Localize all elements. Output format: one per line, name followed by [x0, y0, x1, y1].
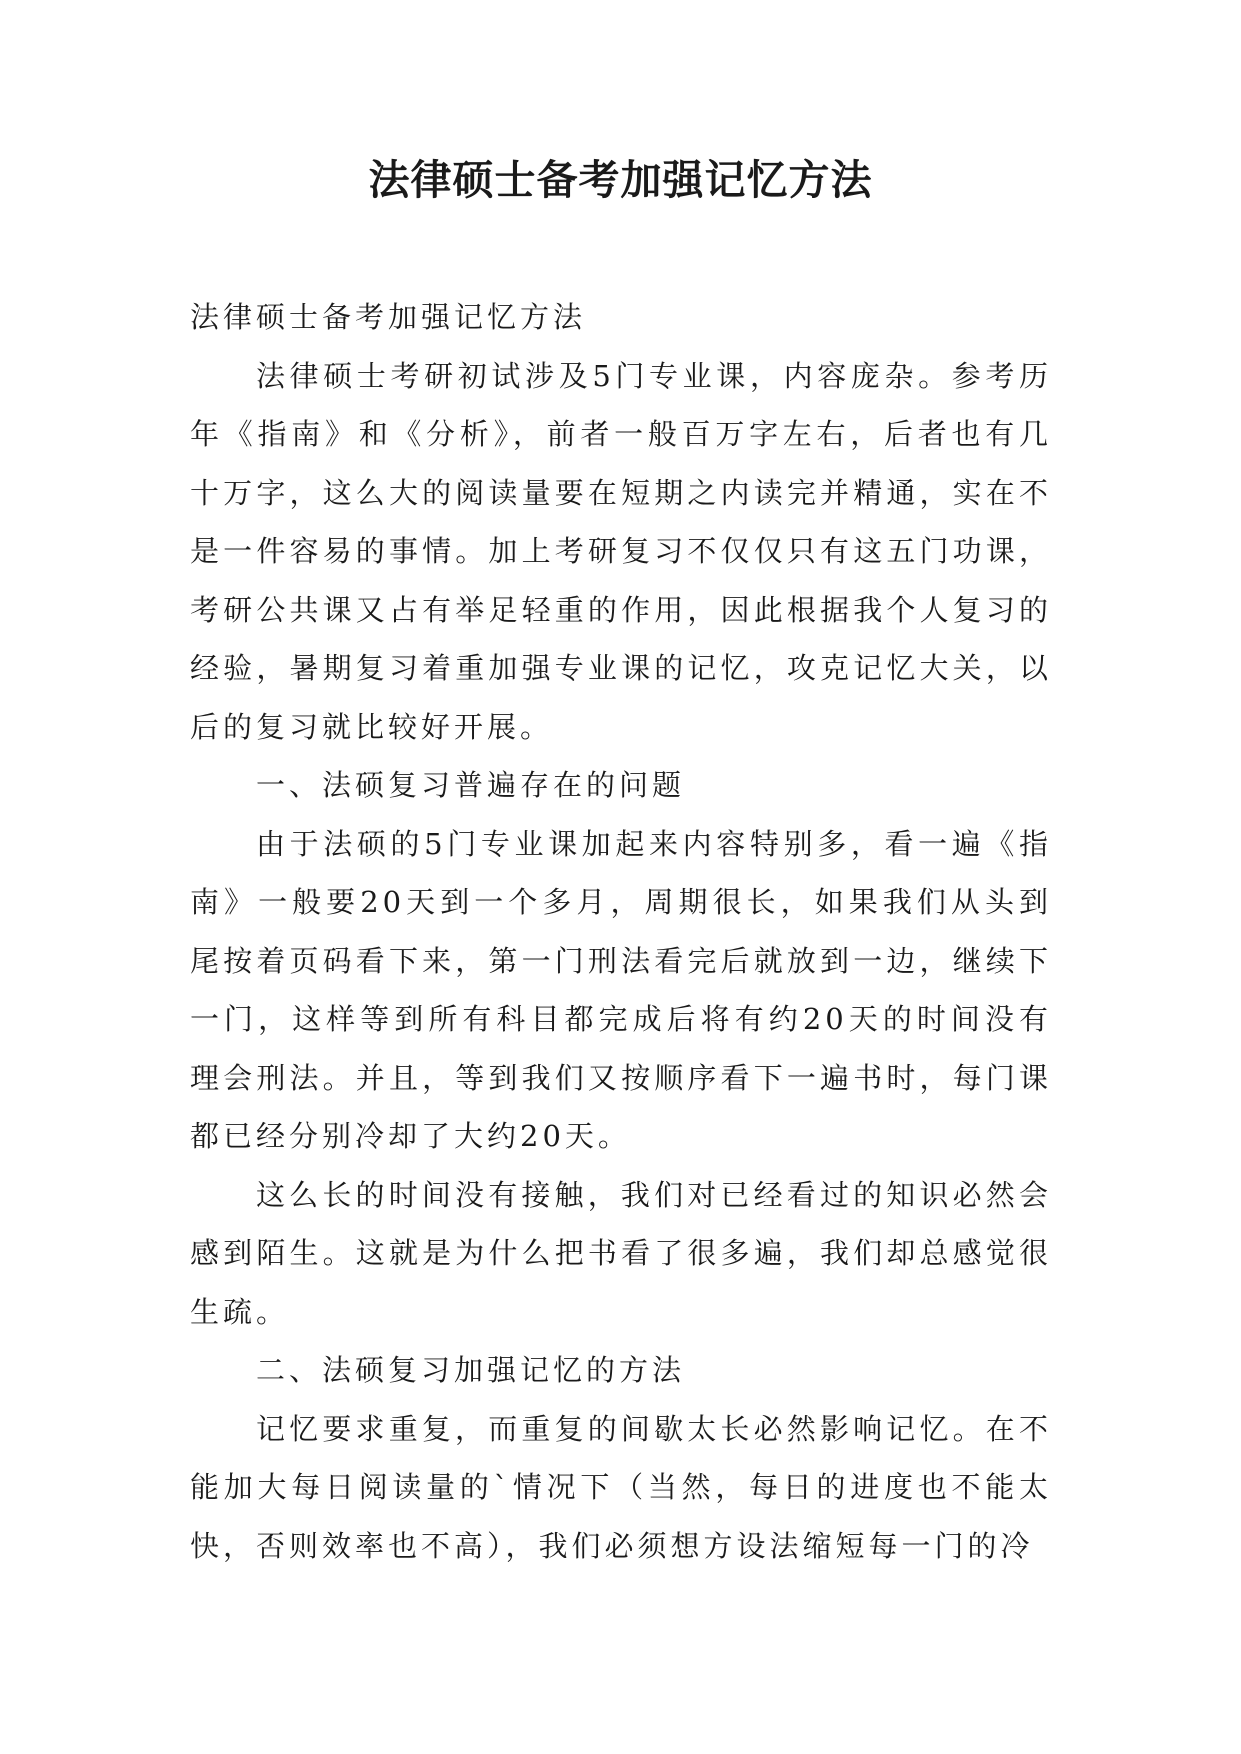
paragraph-intro: 法律硕士考研初试涉及5门专业课，内容庞杂。参考历年《指南》和《分析》，前者一般百万字左右，后者也有几十万字，这么大的阅读量要在短期之内读完并精通，实在不是一件容易的事情。加上考研复习不仅仅只有这五门功课，考研公共课又占有举足轻重的作用，因此根据我个人复习的经验，暑期复习着重加强专业课的记忆，攻克记忆大关，以后的复习就比较好开展。 — [190, 358, 1052, 744]
paragraph-problem: 由于法硕的5门专业课加起来内容特别多，看一遍《指南》一般要20天到一个多月，周期很长，如果我们从头到尾按着页码看下来，第一门刑法看完后就放到一边，继续下一门，这样等到所有科目都完成后将有约20天的时间没有理会刑法。并且，等到我们又按顺序看下一遍书时，每门课都已经分别冷却了大约20天。 — [190, 826, 1052, 1153]
document-body — [190, 288, 1052, 1575]
paragraph-method: 记忆要求重复，而重复的间歇太长必然影响记忆。在不能加大每日阅读量的`情况下（当然，每日的进度也不能太快，否则效率也不高），我们必须想方设法缩短每一门的冷 — [190, 1411, 1052, 1563]
document-subtitle: 法律硕士备考加强记忆方法 — [190, 300, 587, 334]
document-title: 法律硕士备考加强记忆方法 — [368, 156, 873, 204]
paragraph-unfamiliar: 这么长的时间没有接触，我们对已经看过的知识必然会感到陌生。这就是为什么把书看了很多遍，我们却总感觉很生疏。 — [190, 1177, 1052, 1329]
section-heading-2: 二、法硕复习加强记忆的方法 — [256, 1353, 686, 1387]
section-heading-1: 一、法硕复习普遍存在的问题 — [256, 768, 686, 802]
